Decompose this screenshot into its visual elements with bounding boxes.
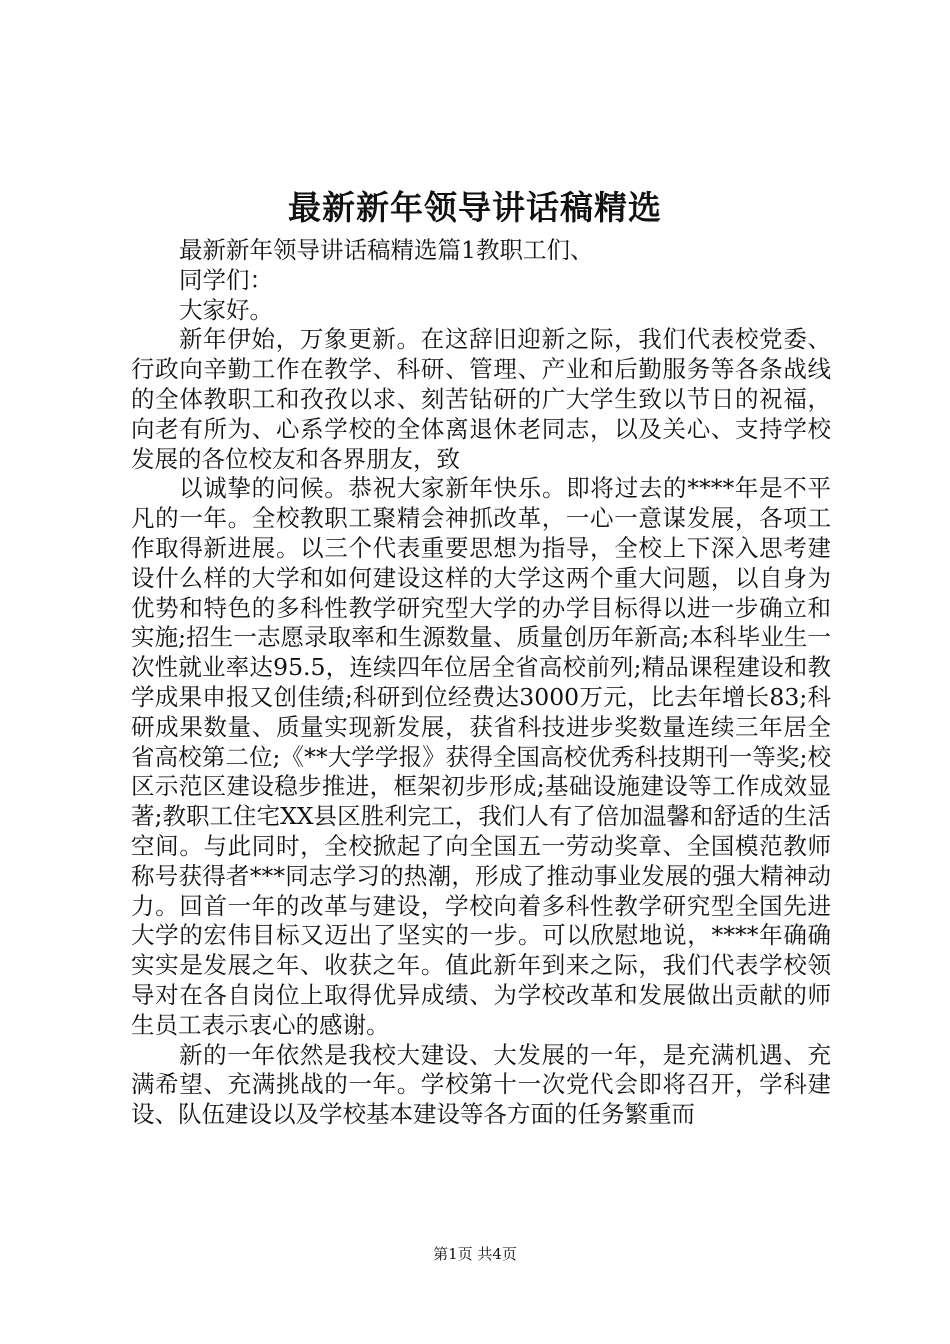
paragraph-outlook: 新的一年依然是我校大建设、大发展的一年，是充满机遇、充满希望、充满挑战的一年。学校第十一次党代会即将召开，学科建设、队伍建设以及学校基本建设等各方面的任务繁重而 [131, 1040, 831, 1129]
paragraph-salutation: 同学们： [179, 265, 273, 294]
document-title: 最新新年领导讲话稿精选 [288, 188, 662, 227]
page-number-footer: 第1页 共4页 [433, 1245, 517, 1263]
paragraph-opening: 最新新年领导讲话稿精选篇1教职工们、 [179, 236, 594, 264]
paragraph-new-year: 新年伊始，万象更新。在这辞旧迎新之际，我们代表校党委、行政向辛勤工作在教学、科研、管理、产业和后勤服务等各条战线的全体教职工和孜孜以求、刻苦钻研的广大学生致以节日的祝福，向老有所为、心系学校的全体离退休老同志，以及关心、支持学校发展的各位校友和各界朋友，致 [131, 325, 831, 473]
paragraph-review: 以诚挚的问候。恭祝大家新年快乐。即将过去的****年是不平凡的一年。全校教职工聚精会神抓改革，一心一意谋发展，各项工作取得新进展。以三个代表重要思想为指导，全校上下深入思考建设什么样的大学和如何建设这样的大学这两个重大问题，以自身为优势和特色的多科性教学研究型大学的办学目标得以进一步确立和实施;招生一志愿录取率和生源数量、质量创历年新高;本科毕业生一次性就业率达95.5，连续四年位居全省高校前列;精品课程建设和教学成果申报又创佳绩;科研到位经费达3000万元，比去年增长83;科研成果数量、质量实现新发展，获省科技进步奖数量连续三年居全省高校第二位;《**大学学报》获得全国高校优秀科技期刊一等奖;校区示范区建设稳步推进，框架初步形成;基础设施建设等工作成效显著;教职工住宅XX县区胜利完工，我们人有了倍加温馨和舒适的生活空间。与此同时，全校掀起了向全国五一劳动奖章、全国模范教师称号获得者***同志学习的热潮，形成了推动事业发展的强大精神动力。回首一年的改革与建设，学校向着多科性教学研究型全国先进大学的宏伟目标又迈出了坚实的一步。可以欣慰地说，****年确确实实是发展之年、收获之年。值此新年到来之际，我们代表学校领导对在各自岗位上取得优异成绩、为学校改革和发展做出贡献的师生员工表示衷心的感谢。 [131, 474, 831, 1039]
paragraph-greeting: 大家好。 [179, 295, 273, 324]
document-body [131, 236, 831, 1130]
